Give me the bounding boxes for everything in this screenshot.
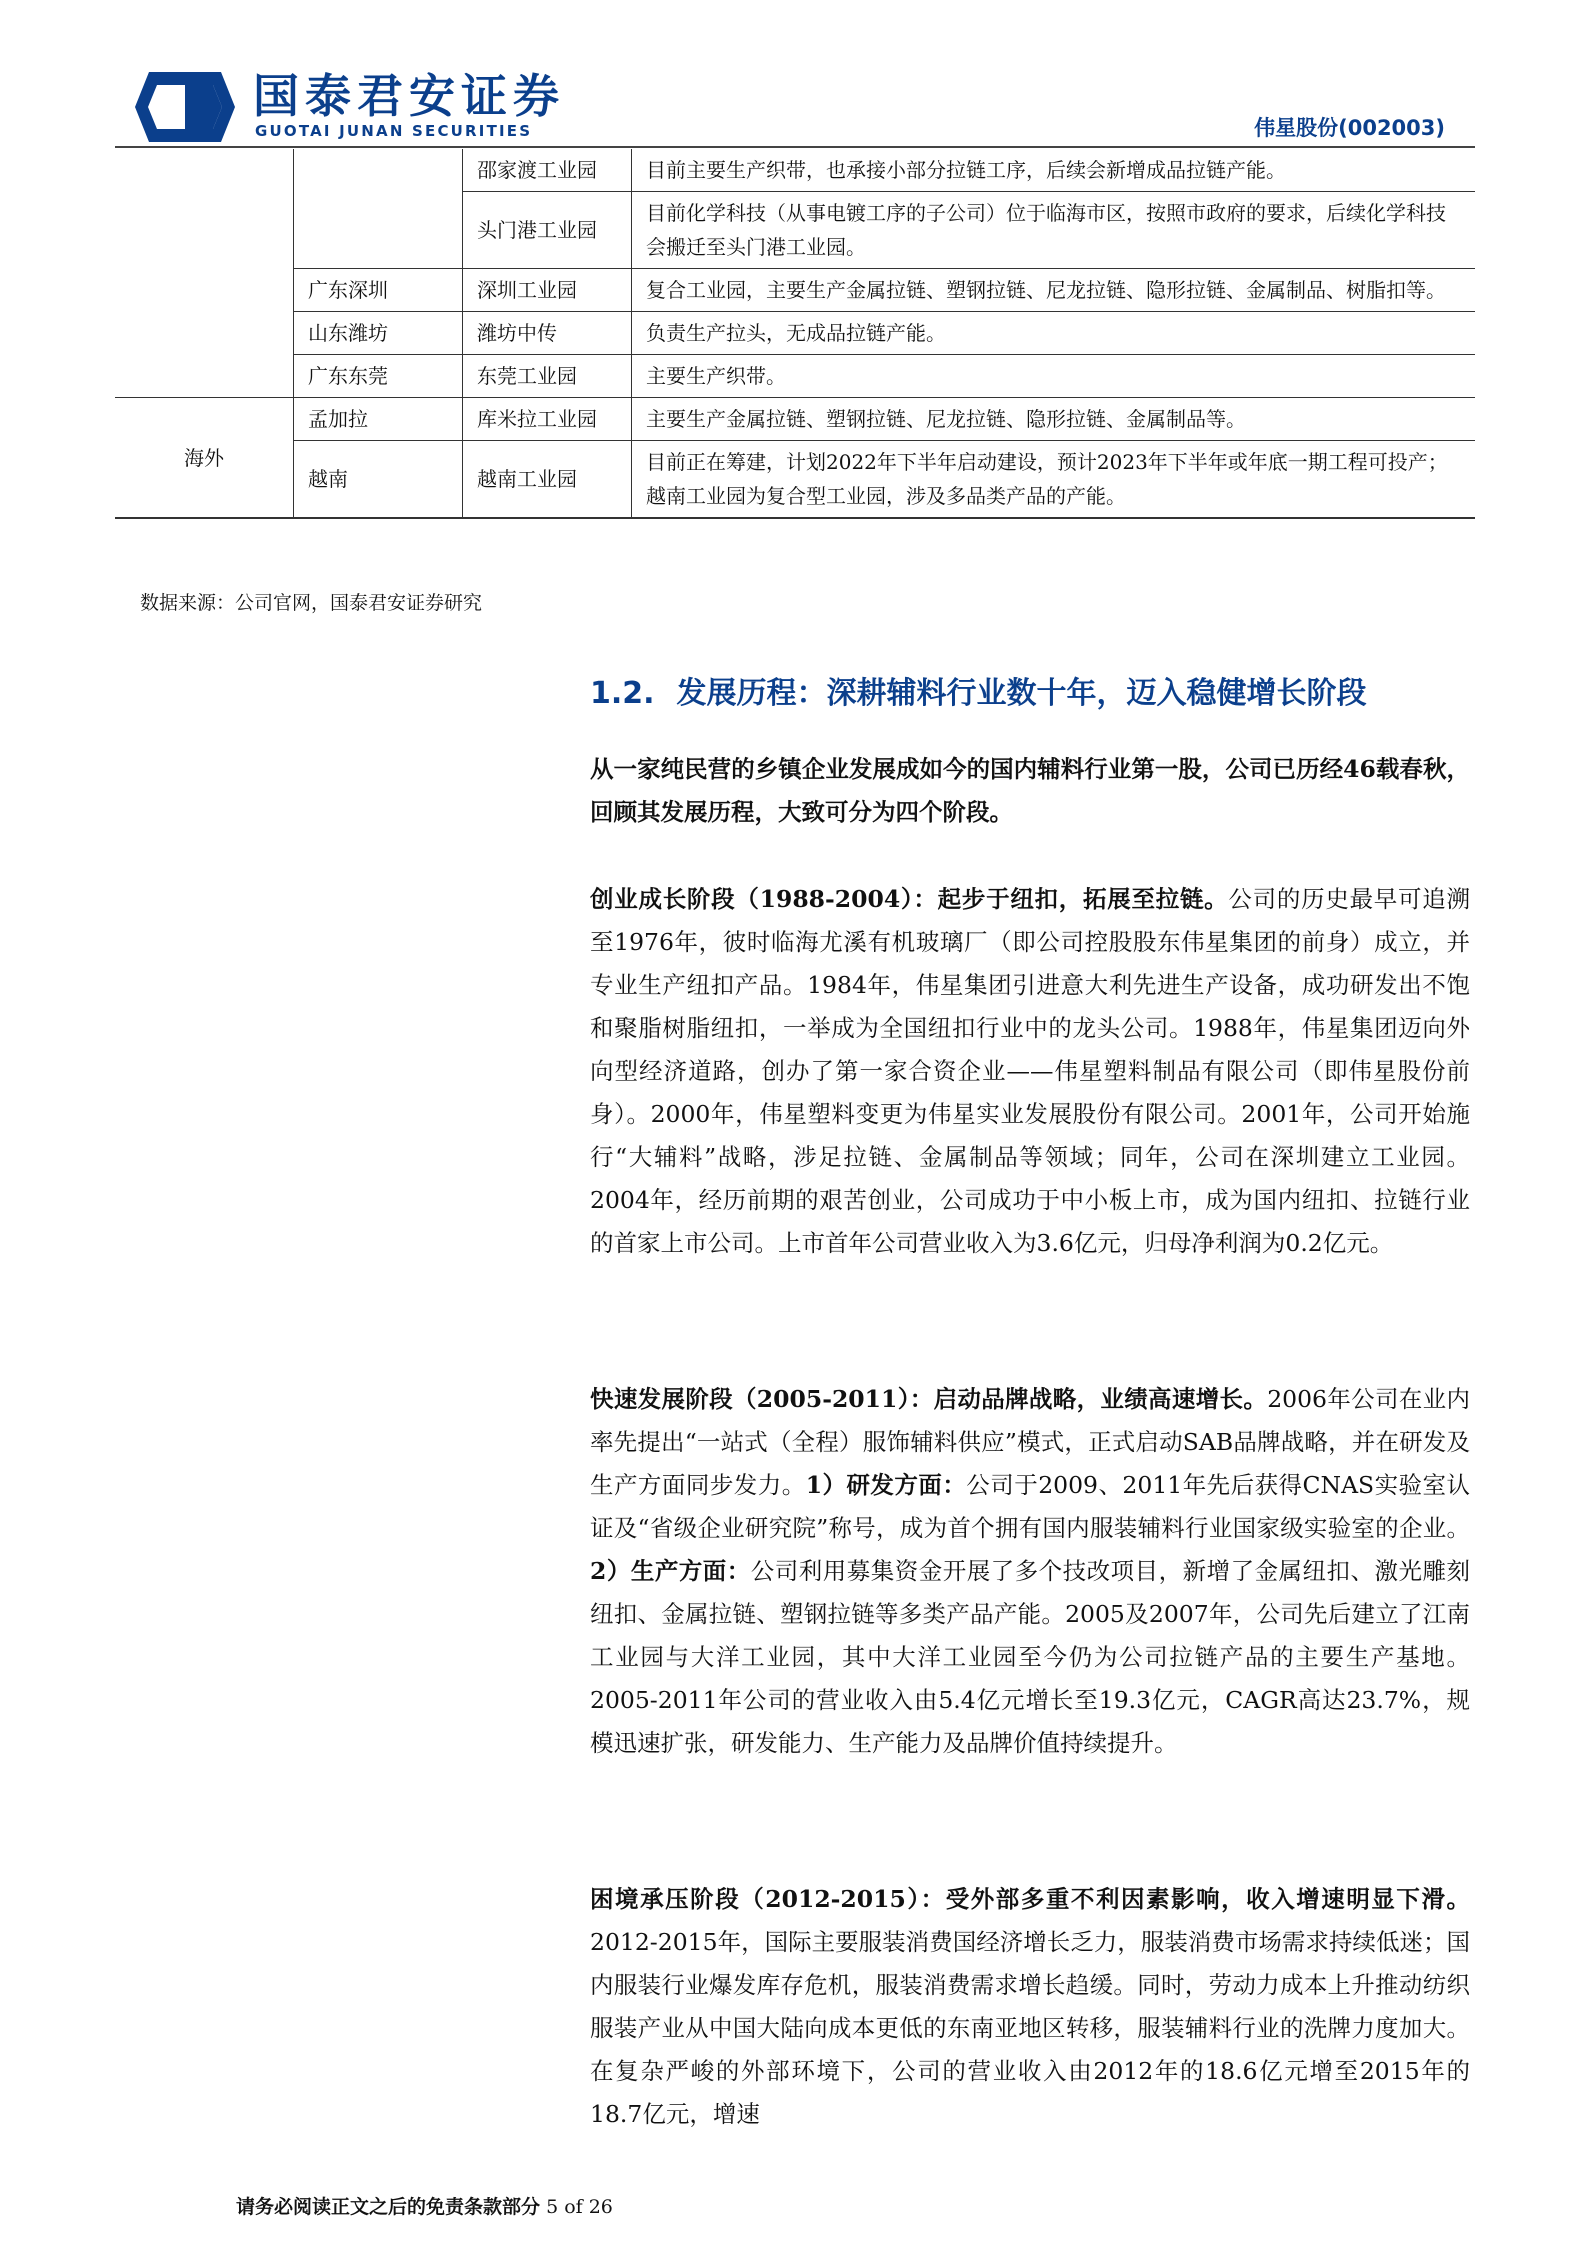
table-row bbox=[115, 149, 1475, 192]
table-cell-region: 海外 bbox=[115, 398, 294, 519]
stage-2-body-a: 2006年公司在业内率先提出“一站式（全程）服饰辅料供应”模式，正式启动SAB品牌战略，并在研发及生产方面同步发力。 bbox=[590, 1385, 1470, 1499]
stage-paragraph-2 bbox=[590, 1378, 1470, 1765]
table-cell-location bbox=[294, 149, 463, 269]
production-base-table bbox=[115, 149, 1475, 519]
table-cell-desc: 目前主要生产织带，也承接小部分拉链工序，后续会新增成品拉链产能。 bbox=[632, 149, 1476, 192]
table-cell-park: 越南工业园 bbox=[463, 441, 632, 519]
table-cell-location: 山东潍坊 bbox=[294, 312, 463, 355]
table-cell-region bbox=[115, 149, 294, 398]
table-cell-park: 深圳工业园 bbox=[463, 269, 632, 312]
table-cell-desc: 目前化学科技（从事电镀工序的子公司）位于临海市区，按照市政府的要求，后续化学科技会搬迁至头门港工业园。 bbox=[632, 192, 1476, 269]
table-cell-desc: 主要生产织带。 bbox=[632, 355, 1476, 398]
stage-1-lead: 创业成长阶段（1988-2004）：起步于纽扣，拓展至拉链。 bbox=[590, 885, 1229, 913]
stage-3-lead: 困境承压阶段（2012-2015）：受外部多重不利因素影响，收入增速明显下滑。 bbox=[590, 1885, 1470, 1913]
stage-paragraph-3 bbox=[590, 1878, 1470, 2136]
table-source-note: 数据来源：公司官网，国泰君安证券研究 bbox=[140, 592, 483, 614]
table-cell-park: 潍坊中传 bbox=[463, 312, 632, 355]
table-cell-desc: 复合工业园，主要生产金属拉链、塑钢拉链、尼龙拉链、隐形拉链、金属制品、树脂扣等。 bbox=[632, 269, 1476, 312]
table-cell-location: 广东深圳 bbox=[294, 269, 463, 312]
table-row bbox=[115, 355, 1475, 398]
table-row bbox=[115, 398, 1475, 441]
stage-2-label-rd: 1）研发方面： bbox=[805, 1471, 967, 1499]
brand-logo bbox=[135, 69, 565, 144]
stage-3-body: 2012-2015年，国际主要服装消费国经济增长乏力，服装消费市场需求持续低迷；国内服装行业爆发库存危机，服装消费需求增长趋缓。同时，劳动力成本上升推动纺织服装产业从中国大陆向成本更低的东南亚地区转移，服装辅料行业的洗牌力度加大。在复杂严峻的外部环境下，公司的营业收入由2012年的18.6亿元增至2015年的18.7亿元，增速 bbox=[590, 1928, 1470, 2128]
stage-2-label-production: 2）生产方面： bbox=[590, 1557, 751, 1585]
stage-2-body-b: 公司于2009、2011年先后获得CNAS实验室认证及“省级企业研究院”称号，成为首个拥有国内服装辅料行业国家级实验室的企业。 bbox=[590, 1471, 1470, 1542]
stage-2-body-c: 公司利用募集资金开展了多个技改项目，新增了金属纽扣、激光雕刻纽扣、金属拉链、塑钢拉链等多类产品产能。2005及2007年，公司先后建立了江南工业园与大洋工业园，其中大洋工业园至今仍为公司拉链产品的主要生产基地。2005-2011年公司的营业收入由5.4亿元增长至19.3亿元，CAGR高达23.7%，规模迅速扩张，研发能力、生产能力及品牌价值持续提升。 bbox=[590, 1557, 1470, 1757]
page-number: 5 of 26 bbox=[546, 2196, 613, 2218]
stock-name: 伟星股份(002003) bbox=[1254, 116, 1445, 140]
guotai-junan-logo-icon bbox=[135, 72, 235, 142]
table-row bbox=[115, 441, 1475, 519]
intro-paragraph bbox=[590, 748, 1470, 834]
stage-paragraph-1 bbox=[590, 878, 1470, 1265]
page-footer bbox=[236, 2192, 613, 2219]
disclaimer-text: 请务必阅读正文之后的免责条款部分 bbox=[236, 2196, 541, 2218]
section-number: 1.2. bbox=[590, 676, 655, 711]
table-cell-park: 东莞工业园 bbox=[463, 355, 632, 398]
section-title: 发展历程：深耕辅料行业数十年，迈入稳健增长阶段 bbox=[676, 676, 1367, 711]
table-cell-desc: 负责生产拉头，无成品拉链产能。 bbox=[632, 312, 1476, 355]
header-divider bbox=[115, 146, 1475, 148]
section-heading bbox=[590, 668, 1470, 712]
intro-text: 从一家纯民营的乡镇企业发展成如今的国内辅料行业第一股，公司已历经46载春秋，回顾其发展历程，大致可分为四个阶段。 bbox=[590, 755, 1470, 826]
table-cell-desc: 主要生产金属拉链、塑钢拉链、尼龙拉链、隐形拉链、金属制品等。 bbox=[632, 398, 1476, 441]
brand-name-cn: 国泰君安证券 bbox=[253, 69, 565, 123]
table-cell-location: 广东东莞 bbox=[294, 355, 463, 398]
table-cell-park: 库米拉工业园 bbox=[463, 398, 632, 441]
stage-1-body: 公司的历史最早可追溯至1976年，彼时临海尤溪有机玻璃厂（即公司控股股东伟星集团的前身）成立，并专业生产纽扣产品。1984年，伟星集团引进意大利先进生产设备，成功研发出不饱和聚脂树脂纽扣，一举成为全国纽扣行业中的龙头公司。1988年，伟星集团迈向外向型经济道路，创办了第一家合资企业——伟星塑料制品有限公司（即伟星股份前身）。2000年，伟星塑料变更为伟星实业发展股份有限公司。2001年，公司开始施行“大辅料”战略，涉足拉链、金属制品等领域；同年，公司在深圳建立工业园。2004年，经历前期的艰苦创业，公司成功于中小板上市，成为国内纽扣、拉链行业的首家上市公司。上市首年公司营业收入为3.6亿元，归母净利润为0.2亿元。 bbox=[590, 885, 1470, 1257]
table-cell-location: 越南 bbox=[294, 441, 463, 519]
table-cell-park: 头门港工业园 bbox=[463, 192, 632, 269]
brand-name-en: GUOTAI JUNAN SECURITIES bbox=[255, 122, 533, 140]
stage-2-lead: 快速发展阶段（2005-2011）：启动品牌战略，业绩高速增长。 bbox=[590, 1385, 1268, 1413]
table-cell-park: 邵家渡工业园 bbox=[463, 149, 632, 192]
table-row bbox=[115, 312, 1475, 355]
table-cell-location: 孟加拉 bbox=[294, 398, 463, 441]
table-row bbox=[115, 269, 1475, 312]
table-cell-desc: 目前正在筹建，计划2022年下半年启动建设，预计2023年下半年或年底一期工程可投产；越南工业园为复合型工业园，涉及多品类产品的产能。 bbox=[632, 441, 1476, 519]
